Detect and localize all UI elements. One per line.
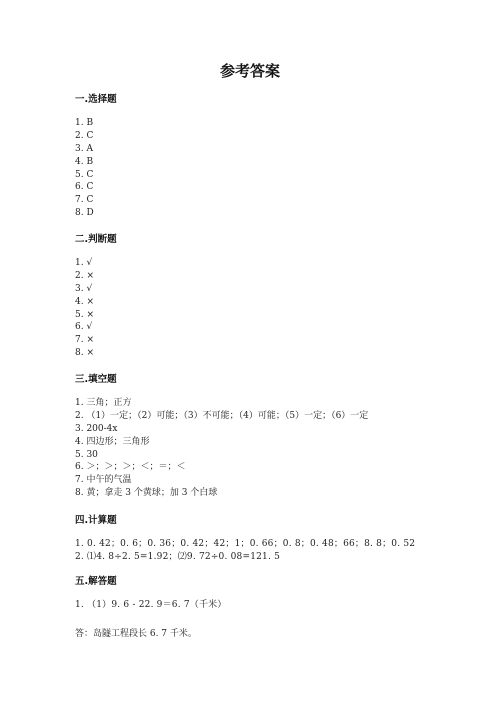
answer-item: 2. ⑴4. 8÷2. 5=1.92；⑵9. 72÷0. 08=121. 5	[75, 551, 281, 562]
answer-item: 6. ＞；＞；＞；＜；＝；＜	[75, 462, 186, 473]
section-fill-blank	[75, 373, 435, 500]
answer-item: 7. 中午的气温	[75, 475, 132, 486]
answer-item: 5. 30	[75, 449, 98, 460]
section-problem-solving	[75, 575, 435, 639]
answer-item: 7. ×	[75, 335, 94, 346]
answer-item: 4. B	[75, 156, 94, 167]
answer-item: 8. D	[75, 208, 94, 219]
answer-item: 8. ×	[75, 348, 94, 359]
answer-item: 1. B	[75, 118, 94, 128]
answer-item: 1. 0. 42；0. 6；0. 36；0. 42；42；1；0. 66；0. 8；0. 48；66；8. 8；0. 52	[75, 539, 416, 549]
answer-item: 2. C	[75, 130, 94, 141]
answer-item: 8. 黄；拿走 3 个黄球；加 3 个白球	[75, 488, 218, 499]
answer-item: 2. （1）一定；（2）可能；（3）不可能；（4）可能；（5）一定；（6）一定	[75, 410, 369, 421]
answer-item: 5. C	[75, 169, 94, 180]
answer-item: 2. ×	[75, 270, 94, 281]
section-heading: 一.选择题	[75, 94, 117, 105]
answer-item: 3. √	[75, 283, 93, 294]
answer-item: 1. 三角；正方	[75, 398, 132, 408]
answer-item: 7. C	[75, 195, 94, 206]
section-heading: 二.判断题	[75, 234, 117, 245]
answer-statement: 答：岛隧工程段长 6. 7 千米。	[75, 628, 197, 639]
answer-item: 3. A	[75, 143, 93, 154]
answer-item: 4. 四边形；三角形	[75, 436, 150, 447]
answer-item: 1. √	[75, 258, 93, 268]
section-choice	[75, 93, 435, 220]
answer-item: 1. （1）9. 6 - 22. 9＝6. 7（千米）	[75, 600, 227, 610]
section-heading: 四.计算题	[75, 515, 117, 526]
answer-item: 5. ×	[75, 309, 94, 320]
section-heading: 五.解答题	[75, 576, 117, 587]
answer-item: 6. √	[75, 322, 93, 333]
answer-item: 6. C	[75, 182, 94, 193]
section-calculation	[75, 514, 435, 564]
section-heading: 三.填空题	[75, 374, 117, 385]
section-judgement	[75, 233, 435, 360]
answer-item: 4. ×	[75, 296, 94, 307]
answer-item: 3. 200-4x	[75, 423, 118, 434]
page-title: 参考答案	[219, 62, 280, 80]
